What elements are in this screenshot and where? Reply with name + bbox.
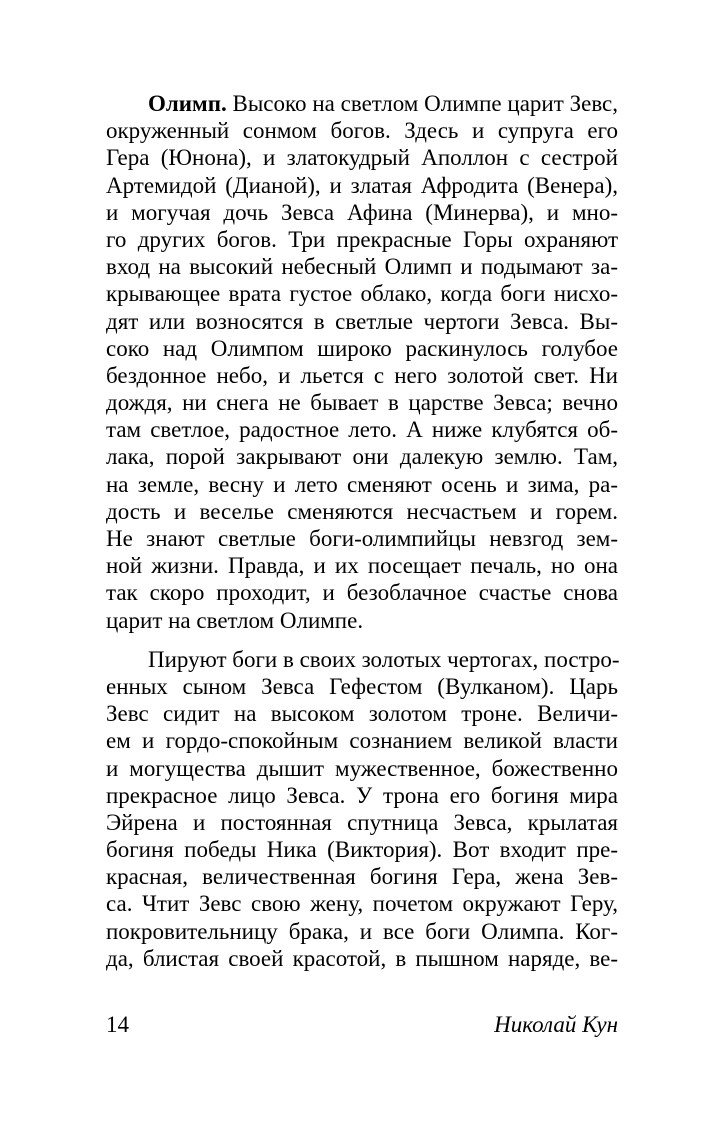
text-line: на земле, весну и лето сменяют осень и зима, ра- — [106, 471, 618, 497]
text-line: прекрасное лицо Зевса. У трона его богиня мира — [106, 782, 618, 808]
text-line: крывающее врата густое облако, когда боги нисхо- — [106, 281, 618, 307]
text-line: Эйрена и постоянная спутница Зевса, крылатая — [106, 809, 618, 835]
text-line: и могучая дочь Зевса Афина (Минерва), и мно- — [106, 199, 618, 225]
author-name: Николай Кун — [494, 1012, 618, 1037]
text-line: са. Чтит Зевс свою жену, почетом окружают Геру, — [106, 891, 618, 917]
text-line: Зевс сидит на высоком золотом троне. Величи- — [106, 701, 618, 727]
text-line: лака, порой закрывают они далекую землю. Там, — [106, 444, 618, 470]
text-line: дождя, ни снега не бывает в царстве Зевса; вечно — [106, 390, 618, 416]
text-line: Артемидой (Дианой), и златая Афродита (Венера), — [106, 172, 618, 198]
text-line: го других богов. Три прекрасные Горы охраняют — [106, 226, 618, 252]
paragraph-gap — [106, 634, 618, 646]
text-line: богиня победы Ника (Виктория). Вот входит пре- — [106, 837, 618, 863]
text-line: соко над Олимпом широко раскинулось голубое — [106, 335, 618, 361]
text-line: окруженный сонмом богов. Здесь и супруга его — [106, 118, 618, 144]
text-line: и могущества дышит мужественное, божественно — [106, 755, 618, 781]
text-line: да, блистая своей красотой, в пышном наряде, ве- — [106, 945, 618, 971]
body-text — [106, 90, 618, 972]
text-line: Олимп. Высоко на светлом Олимпе царит Зевс, — [148, 91, 618, 116]
text-line: Гера (Юнона), и златокудрый Аполлон с сестрой — [106, 145, 618, 171]
section-heading: Олимп. — [148, 91, 227, 116]
text-line: покровительницу брака, и все боги Олимпа. Ког- — [106, 918, 618, 944]
text-line: вход на высокий небесный Олимп и подымают за- — [106, 254, 618, 280]
text-line: красная, величественная богиня Гера, жена Зев- — [106, 864, 618, 890]
page-footer — [106, 1010, 618, 1040]
text-line: Пируют боги в своих золотых чертогах, постро- — [148, 646, 620, 672]
text-line: ем и гордо-спокойным сознанием великой власти — [106, 728, 618, 754]
text-line: Не знают светлые боги-олимпийцы невзгод зем- — [106, 526, 618, 551]
text-line: ной жизни. Правда, и их посещает печаль, но она — [106, 553, 618, 579]
text-line: там светлое, радостное лето. А ниже клубятся об- — [106, 417, 618, 443]
text-line: енных сыном Зевса Гефестом (Вулканом). Царь — [106, 673, 618, 699]
text-line: царит на светлом Олимпе. — [106, 607, 364, 633]
text-line: дят или возносятся в светлые чертоги Зевса. Вы- — [106, 308, 618, 334]
page-number: 14 — [106, 1012, 129, 1037]
text-line: так скоро проходит, и безоблачное счастье снова — [106, 580, 618, 606]
text-line: бездонное небо, и льется с него золотой свет. Ни — [106, 362, 618, 388]
text-line: дость и веселье сменяются несчастьем и горем. — [106, 498, 618, 524]
